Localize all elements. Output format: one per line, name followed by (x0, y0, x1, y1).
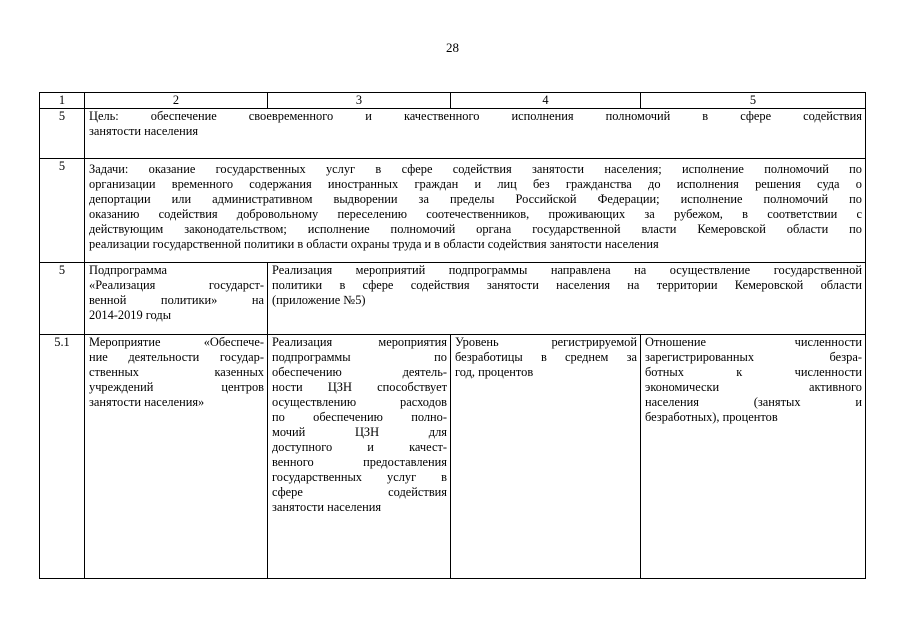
table-row-subprogram (40, 263, 866, 335)
event-line: Мероприятие «Обеспече- (89, 335, 264, 349)
formula-cell (641, 335, 866, 579)
row-number: 5 (40, 263, 85, 335)
header-cell-1: 1 (40, 93, 85, 109)
realization-line: подпрограммы по (272, 350, 447, 364)
table-row-goal (40, 109, 866, 159)
subprogram-name-line: Подпрограмма (89, 263, 167, 277)
realization-line: государственных услуг в (272, 470, 447, 484)
realization-line: обеспечению деятель- (272, 365, 447, 379)
header-cell-3: 3 (268, 93, 451, 109)
table-row-tasks (40, 159, 866, 263)
event-line: учреждений центров (89, 380, 264, 394)
realization-line: ности ЦЗН способствует (272, 380, 447, 394)
row-number: 5.1 (40, 335, 85, 579)
subprogram-name-cell (85, 263, 268, 335)
subprogram-name-line: венной политики» на (89, 293, 264, 307)
formula-line: экономически активного (645, 380, 862, 394)
table-header-row (40, 93, 866, 109)
tasks-text-line: организации временного содержания иностранных граждан и лиц без гражданства до исполнения решения суда о (89, 177, 862, 191)
goal-text-line: Цель: обеспечение своевременного и качественного исполнения полномочий в сфере содействия (89, 109, 862, 123)
table-row-5-1 (40, 335, 866, 579)
event-line: ственных казенных (89, 365, 264, 379)
page-number: 28 (446, 40, 459, 55)
goal-text-line: занятости населения (89, 124, 199, 138)
formula-line: зарегистрированных безра- (645, 350, 862, 364)
formula-line: безработных), процентов (645, 410, 778, 424)
subprogram-name-line: «Реализация государст- (89, 278, 264, 292)
formula-line: населения (занятых и (645, 395, 862, 409)
tasks-text-line: оказанию содействия добровольному переселению соотечественников, проживающих за рубежом, в соответствии с (89, 207, 862, 221)
realization-line: сфере содействия (272, 485, 447, 499)
formula-line: ботных к численности (645, 365, 862, 379)
subprogram-description-line: Реализация мероприятий подпрограммы направлена на осуществление государственной (272, 263, 862, 277)
tasks-text-line: депортации или административном выдворении за пределы Российской Федерации; исполнение полномочий по (89, 192, 862, 206)
event-line: ние деятельности государ- (89, 350, 264, 364)
realization-line: мочий ЦЗН для (272, 425, 447, 439)
realization-line: осуществлению расходов (272, 395, 447, 409)
subprogram-description-cell (268, 263, 866, 335)
row-number: 5 (40, 109, 85, 159)
indicator-cell (451, 335, 641, 579)
indicator-line: год, процентов (455, 365, 534, 379)
event-cell (85, 335, 268, 579)
realization-line: венного предоставления (272, 455, 447, 469)
subprogram-description-line: политики в сфере содействия занятости населения на территории Кемеровской области (272, 278, 862, 292)
indicator-line: безработицы в среднем за (455, 350, 637, 364)
indicator-line: Уровень регистрируемой (455, 335, 637, 349)
realization-line: доступного и качест- (272, 440, 447, 454)
row-number: 5 (40, 159, 85, 263)
header-cell-2: 2 (85, 93, 268, 109)
event-line: занятости населения» (89, 395, 205, 409)
realization-line: Реализация мероприятия (272, 335, 447, 349)
tasks-text-line: реализации государственной политики в области охраны труда и в области содействия занятости населения (89, 237, 659, 251)
formula-line: Отношение численности (645, 335, 862, 349)
realization-line: по обеспечению полно- (272, 410, 447, 424)
header-cell-4: 4 (451, 93, 641, 109)
tasks-text-line: Задачи: оказание государственных услуг в сфере содействия занятости населения; исполнение полномочий по (89, 162, 862, 176)
realization-cell (268, 335, 451, 579)
goal-cell (85, 109, 866, 159)
header-cell-5: 5 (641, 93, 866, 109)
realization-line: занятости населения (272, 500, 382, 514)
tasks-cell (85, 159, 866, 263)
program-table (39, 92, 866, 579)
tasks-text-line: действующим законодательством; исполнение полномочий органа государственной власти Кемеровской области по (89, 222, 862, 236)
subprogram-description-line: (приложение №5) (272, 293, 366, 307)
subprogram-name-line: 2014-2019 годы (89, 308, 172, 322)
